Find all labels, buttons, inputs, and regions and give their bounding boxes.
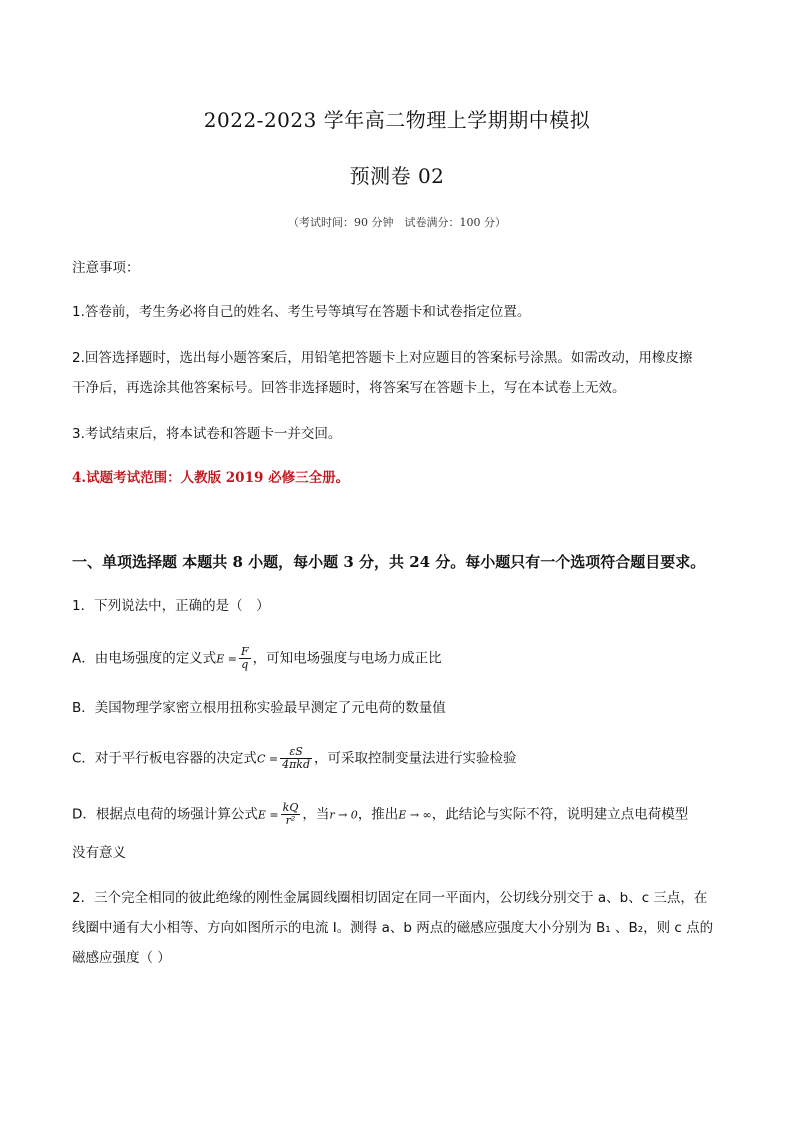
question-1-option-c <box>72 746 732 771</box>
option-d-tail: ，此结论与实际不符，说明建立点电荷模型 <box>431 806 689 823</box>
option-d-when: ，当 <box>302 806 330 823</box>
option-d-fraction <box>281 802 301 827</box>
question-1-stem: 1．下列说法中，正确的是（ ） <box>72 598 270 614</box>
option-a-fraction <box>239 646 251 671</box>
option-a-denominator: q <box>241 658 249 671</box>
page-title: 2022-2023 学年高二物理上学期期中模拟 <box>203 108 591 132</box>
note-item-2-line1: 2.回答选择题时，选出每小题答案后，用铅笔把答题卡上对应题目的答案标号涂黑。如需改动，用橡皮擦 <box>72 350 693 366</box>
option-a-equation-lhs: E = <box>216 652 237 666</box>
question-1-option-d-line2: 没有意义 <box>72 845 126 861</box>
option-a-text: A．由电场强度的定义式 <box>72 650 217 667</box>
option-d-condition: r → 0 <box>329 808 358 822</box>
option-d-denominator: r² <box>285 814 296 827</box>
option-d-text: D．根据点电荷的场强计算公式 <box>72 806 258 823</box>
option-c-text: C．对于平行板电容器的决定式 <box>72 750 257 767</box>
option-c-tail: ，可采取控制变量法进行实验检验 <box>314 750 517 767</box>
note-item-4: 4.试题考试范围：人教版 2019 必修三全册。 <box>72 470 350 486</box>
page-subtitle: 预测卷 02 <box>349 164 445 188</box>
option-d-equation-lhs: E = <box>257 808 279 822</box>
option-a-numerator: F <box>241 645 249 658</box>
option-d-numerator: kQ <box>282 801 299 814</box>
option-c-numerator: εS <box>280 746 312 759</box>
question-1-option-d <box>72 802 732 827</box>
question-2-line1: 2．三个完全相同的彼此绝缘的刚性金属圆线圈相切固定在同一平面内，公切线分别交于 a、b、c 三点，在 <box>72 890 708 906</box>
question-2-line2: 线圈中通有大小相等、方向如图所示的电流 I。测得 a、b 两点的磁感应强度大小分别为 B₁ 、B₂，则 c 点的 <box>72 920 714 936</box>
note-item-3: 3.考试结束后，将本试卷和答题卡一并交回。 <box>72 426 342 442</box>
option-c-equation-lhs: C = <box>256 752 279 766</box>
notes-heading: 注意事项： <box>72 260 140 276</box>
question-1-option-a <box>72 646 732 671</box>
note-item-2-line2: 干净后，再选涂其他答案标号。回答非选择题时，将答案写在答题卡上，写在本试卷上无效。 <box>72 380 626 396</box>
question-1-option-b: B．美国物理学家密立根用扭称实验最早测定了元电荷的数量值 <box>72 700 446 716</box>
option-c-fraction <box>280 746 312 771</box>
exam-info: （考试时间：90 分钟 试卷满分：100 分） <box>288 216 506 229</box>
question-2-line3: 磁感应强度（ ） <box>72 950 171 966</box>
option-c-denominator: 4πkd <box>282 758 311 771</box>
option-a-tail: ，可知电场强度与电场力成正比 <box>252 650 442 667</box>
section-heading: 一、单项选择题 本题共 8 小题，每小题 3 分，共 24 分。每小题只有一个选项符合题目要求。 <box>72 553 706 571</box>
note-item-1: 1.答卷前，考生务必将自己的姓名、考生号等填写在答题卡和试卷指定位置。 <box>72 304 531 320</box>
option-d-result: E → ∞ <box>398 808 432 822</box>
option-d-derive: ，推出 <box>357 806 399 823</box>
